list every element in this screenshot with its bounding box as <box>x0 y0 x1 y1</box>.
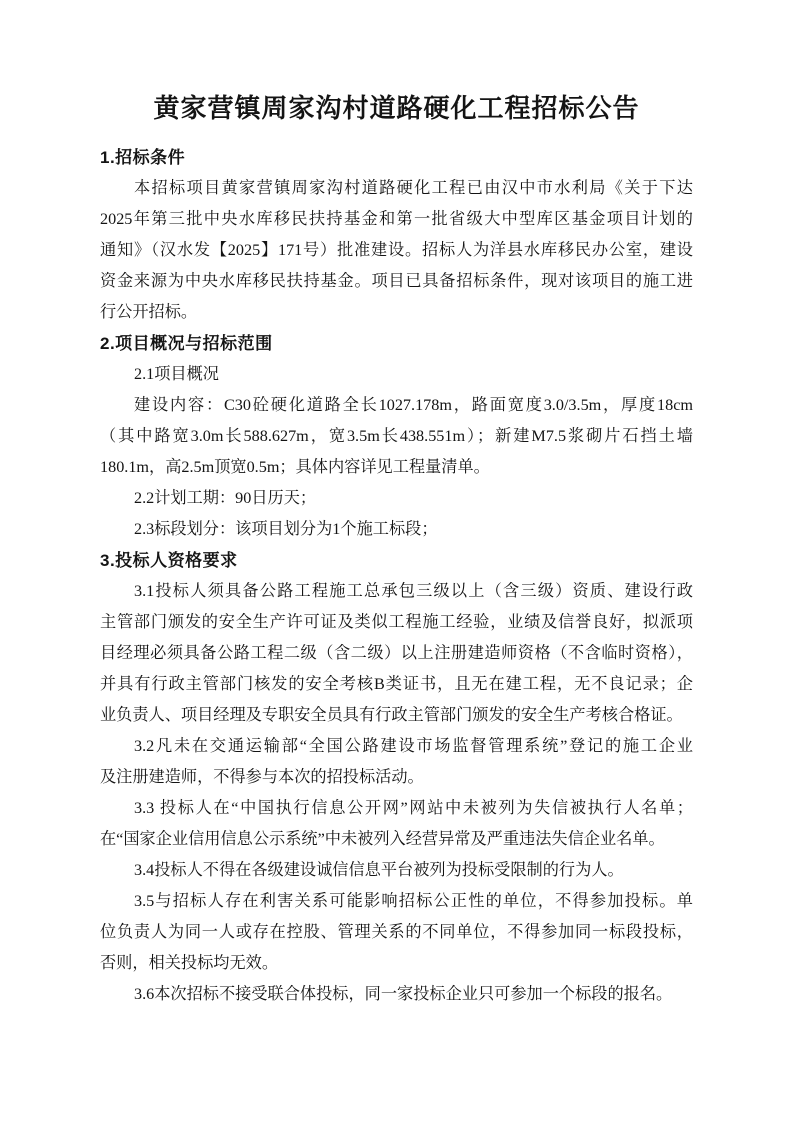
text-line: 建设内容：C30砼硬化道路全长1027.178m，路面宽度3.0/3.5m，厚度18cm <box>134 396 693 414</box>
text-line: 位负责人为同一人或存在控股、管理关系的不同单位，不得参加同一标段投标， <box>100 923 693 941</box>
text-line: 2.2计划工期：90日历天； <box>134 489 317 507</box>
text-line: 3.2凡未在交通运输部“全国公路建设市场监督管理系统”登记的施工企业 <box>134 737 693 755</box>
paragraph <box>100 576 693 731</box>
document-body <box>100 142 693 1010</box>
text-line: 目经理必须具备公路工程二级（含二级）以上注册建造师资格（不含临时资格）， <box>100 644 693 662</box>
paragraph <box>100 173 693 328</box>
document-title: 黄家营镇周家沟村道路硬化工程招标公告 <box>153 94 640 123</box>
text-line: 通知》（汉水发【2025】171号）批准建设。招标人为洋县水库移民办公室，建设 <box>100 241 693 259</box>
paragraph <box>100 886 693 979</box>
text-line: 及注册建造师，不得参与本次的招投标活动。 <box>100 768 424 786</box>
section-heading: 3.投标人资格要求 <box>100 551 238 570</box>
paragraph <box>100 514 693 545</box>
section-heading: 2.项目概况与招标范围 <box>100 334 273 353</box>
text-line: 本招标项目黄家营镇周家沟村道路硬化工程已由汉中市水利局《关于下达 <box>134 179 693 197</box>
text-line: （其中路宽3.0m长588.627m，宽3.5m长438.551m）；新建M7.5浆砌片石挡土墙 <box>100 427 693 445</box>
text-line: 主管部门颁发的安全生产许可证及类似工程施工经验，业绩及信誉良好，拟派项 <box>100 613 693 631</box>
paragraph <box>100 483 693 514</box>
paragraph <box>100 979 693 1010</box>
text-line: 2.3标段划分：该项目划分为1个施工标段； <box>134 520 438 538</box>
text-line: 180.1m，高2.5m顶宽0.5m；具体内容详见工程量清单。 <box>100 458 490 476</box>
text-line: 2.1项目概况 <box>134 365 219 383</box>
text-line: 在“国家企业信用信息公示系统”中未被列入经营异常及严重违法失信企业名单。 <box>100 830 665 848</box>
text-line: 资金来源为中央水库移民扶持基金。项目已具备招标条件，现对该项目的施工进 <box>100 272 693 290</box>
text-line: 3.4投标人不得在各级建设诚信信息平台被列为投标受限制的行为人。 <box>134 861 624 879</box>
paragraph <box>100 359 693 390</box>
paragraph <box>100 390 693 483</box>
paragraph <box>100 731 693 793</box>
text-line: 并具有行政主管部门核发的安全考核B类证书，且无在建工程，无不良记录；企 <box>100 675 693 693</box>
text-line: 3.5与招标人存在利害关系可能影响招标公正性的单位，不得参加投标。单 <box>134 892 693 910</box>
text-line: 业负责人、项目经理及专职安全员具有行政主管部门颁发的安全生产考核合格证。 <box>100 706 683 724</box>
paragraph <box>100 793 693 855</box>
section-heading: 1.招标条件 <box>100 148 186 167</box>
text-line: 2025年第三批中央水库移民扶持基金和第一批省级大中型库区基金项目计划的 <box>100 210 693 228</box>
text-line: 否则，相关投标均无效。 <box>100 954 279 972</box>
text-line: 3.1投标人须具备公路工程施工总承包三级以上（含三级）资质、建设行政 <box>134 582 693 600</box>
text-line: 3.3 投标人在“中国执行信息公开网”网站中未被列为失信被执行人名单； <box>134 799 693 817</box>
paragraph <box>100 855 693 886</box>
text-line: 3.6本次招标不接受联合体投标，同一家投标企业只可参加一个标段的报名。 <box>134 985 673 1003</box>
text-line: 行公开招标。 <box>100 303 198 321</box>
